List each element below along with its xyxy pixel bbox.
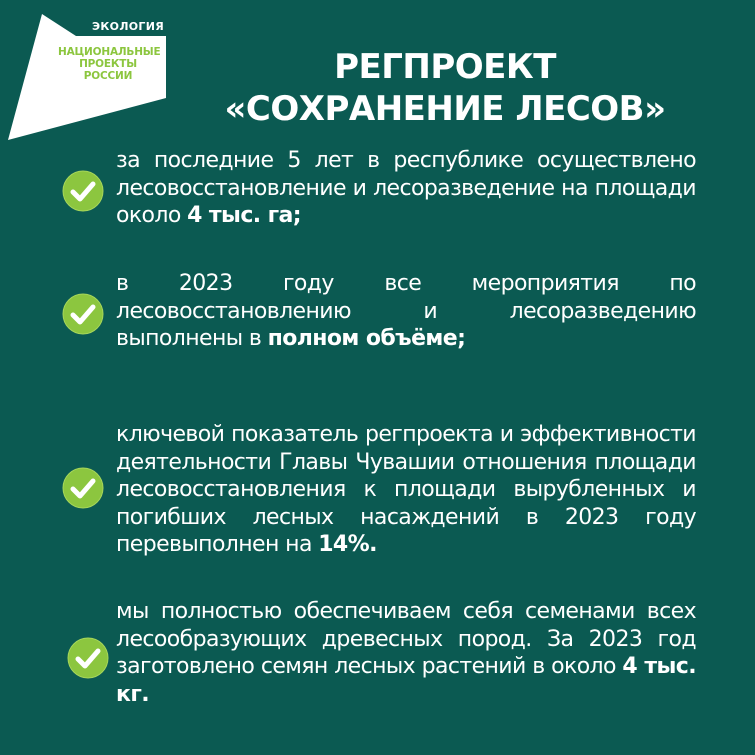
national-projects-logo [6,6,166,142]
logo-line: РОССИИ [83,70,133,82]
check-circle-icon [67,637,109,679]
item-highlight: 4 тыс. га; [187,203,301,228]
item-text: за последние 5 лет в республике осуществлено лесовосстановление и лесоразведение на площади около [116,148,696,228]
item-text: ключевой показатель регпроекта и эффективности деятельности Главы Чувашии отношения площади лесовосстановления к площади вырубленных и погибших лесных насаждений в 2023 году перевыполнен на [116,422,696,557]
list-item [116,598,696,708]
logo-line: НАЦИОНАЛЬНЫЕ [58,46,161,58]
check-circle-icon [62,293,104,335]
list-item [116,421,696,559]
item-highlight: 4 тыс. кг. [116,654,696,707]
list-item [116,147,696,230]
check-circle-icon [62,170,104,212]
list-item [116,270,696,353]
logo-line: ПРОЕКТЫ [79,58,137,70]
logo-text [58,46,161,82]
item-highlight: полном объёме; [267,326,466,351]
page-title [200,46,690,130]
logo-top-label: ЭКОЛОГИЯ [92,20,164,33]
item-text: мы полностью обеспечиваем себя семенами всех лесообразующих древесных пород. За 2023 год заготовлено семян лесных растений в около [116,599,696,679]
title-line-2: «СОХРАНЕНИЕ ЛЕСОВ» [224,89,666,129]
item-text: в 2023 году все мероприятия по лесовосстановлению и лесоразведению выполнены в [116,271,696,351]
item-highlight: 14%. [318,532,377,557]
title-line-1: РЕГПРОЕКТ [334,47,556,87]
check-circle-icon [62,467,104,509]
